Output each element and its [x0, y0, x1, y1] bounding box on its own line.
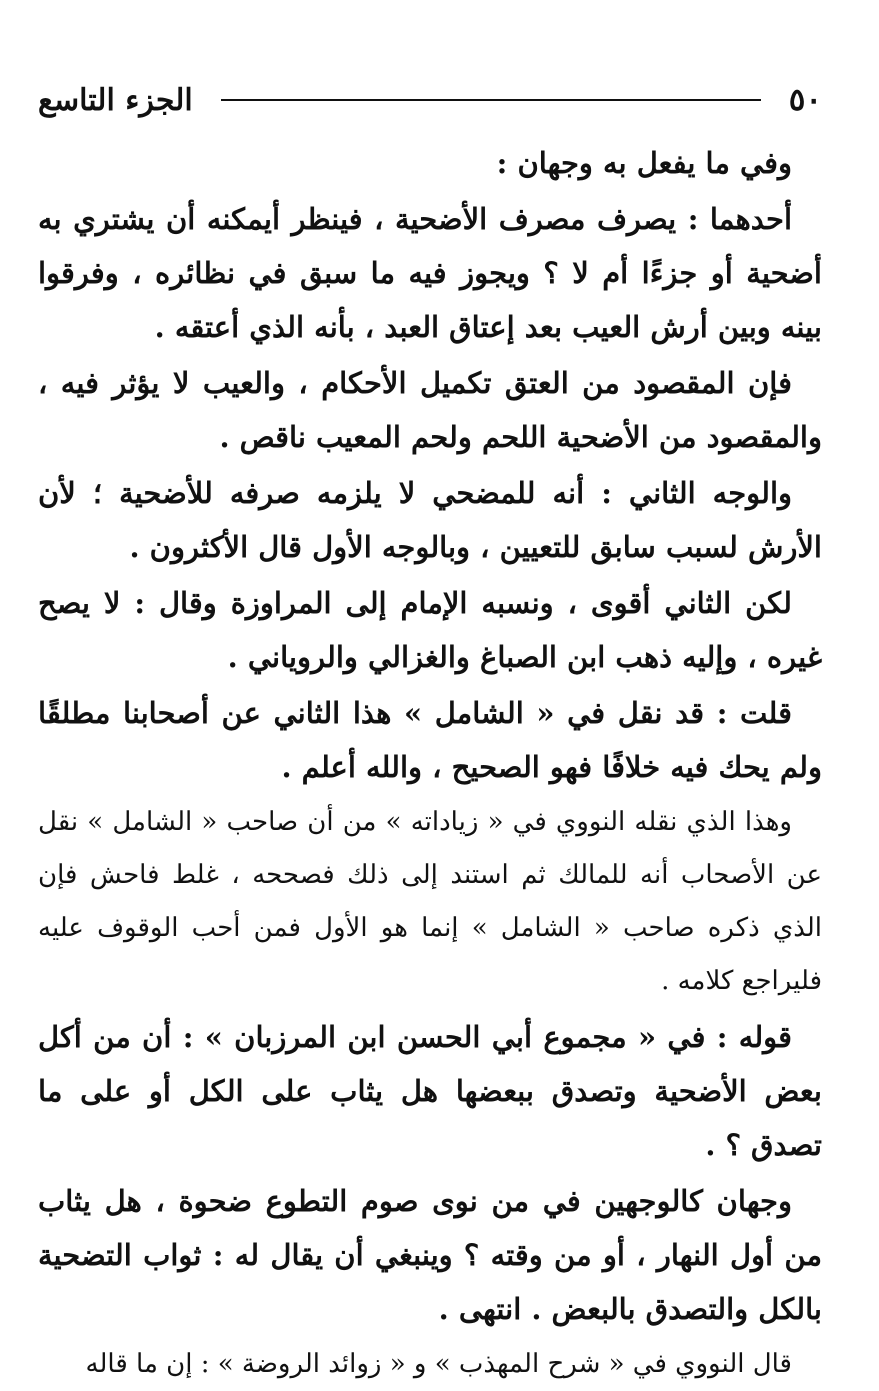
page-number: ٥٠	[788, 82, 822, 118]
paragraph-4: والوجه الثاني : أنه للمضحي لا يلزمه صرفه للأضحية ؛ لأن الأرش لسبب سابق للتعيين ، وبالوجه الأول قال الأكثرون .	[38, 476, 822, 564]
paragraph-3: فإن المقصود من العتق تكميل الأحكام ، والعيب لا يؤثر فيه ، والمقصود من الأضحية اللحم ولحم المعيب ناقص .	[38, 366, 822, 454]
commentary-paragraph-2: قال النووي في « شرح المهذب » و « زوائد الروضة » : إن ما قاله	[85, 1349, 792, 1379]
paragraph-2: أحدهما : يصرف مصرف الأضحية ، فينظر أيمكنه أن يشتري به أضحية أو جزءًا أم لا ؟ ويجوز فيه ما سبق في نظائره ، وفرقوا بينه وبين أرش العيب بعد إعتاق العبد ، بأنه الذي أعتقه .	[38, 202, 822, 344]
commentary-paragraph-1: وهذا الذي نقله النووي في « زياداته » من أن صاحب « الشامل » نقل عن الأصحاب أنه للمالك ثم استند إلى ذلك فصححه ، غلط فاحش فإن الذي ذكره صاحب « الشامل » إنما هو الأول فمن أحب الوقوف عليه فليراجع كلامه .	[38, 807, 822, 996]
book-page	[38, 70, 822, 1391]
paragraph-7: قوله : في « مجموع أبي الحسن ابن المرزبان » : أن من أكل بعض الأضحية وتصدق ببعضها هل يثاب على الكل أو على ما تصدق ؟ .	[38, 1020, 822, 1162]
paragraph-1: وفي ما يفعل به وجهان :	[496, 146, 792, 180]
running-header	[38, 70, 822, 130]
paragraph-6: قلت : قد نقل في « الشامل » هذا الثاني عن أصحابنا مطلقًا ولم يحك فيه خلافًا فهو الصحيح ، والله أعلم .	[38, 696, 822, 784]
paragraph-8: وجهان كالوجهين في من نوى صوم التطوع ضحوة ، هل يثاب من أول النهار ، أو من وقته ؟ وينبغي أن يقال له : ثواب التضحية بالكل والتصدق بالبعض . انتهى .	[38, 1184, 822, 1326]
header-rule	[221, 99, 761, 101]
paragraph-5: لكن الثاني أقوى ، ونسبه الإمام إلى المراوزة وقال : لا يصح غيره ، وإليه ذهب ابن الصباغ والغزالي والروياني .	[38, 586, 822, 674]
volume-title: الجزء التاسع	[38, 82, 193, 118]
